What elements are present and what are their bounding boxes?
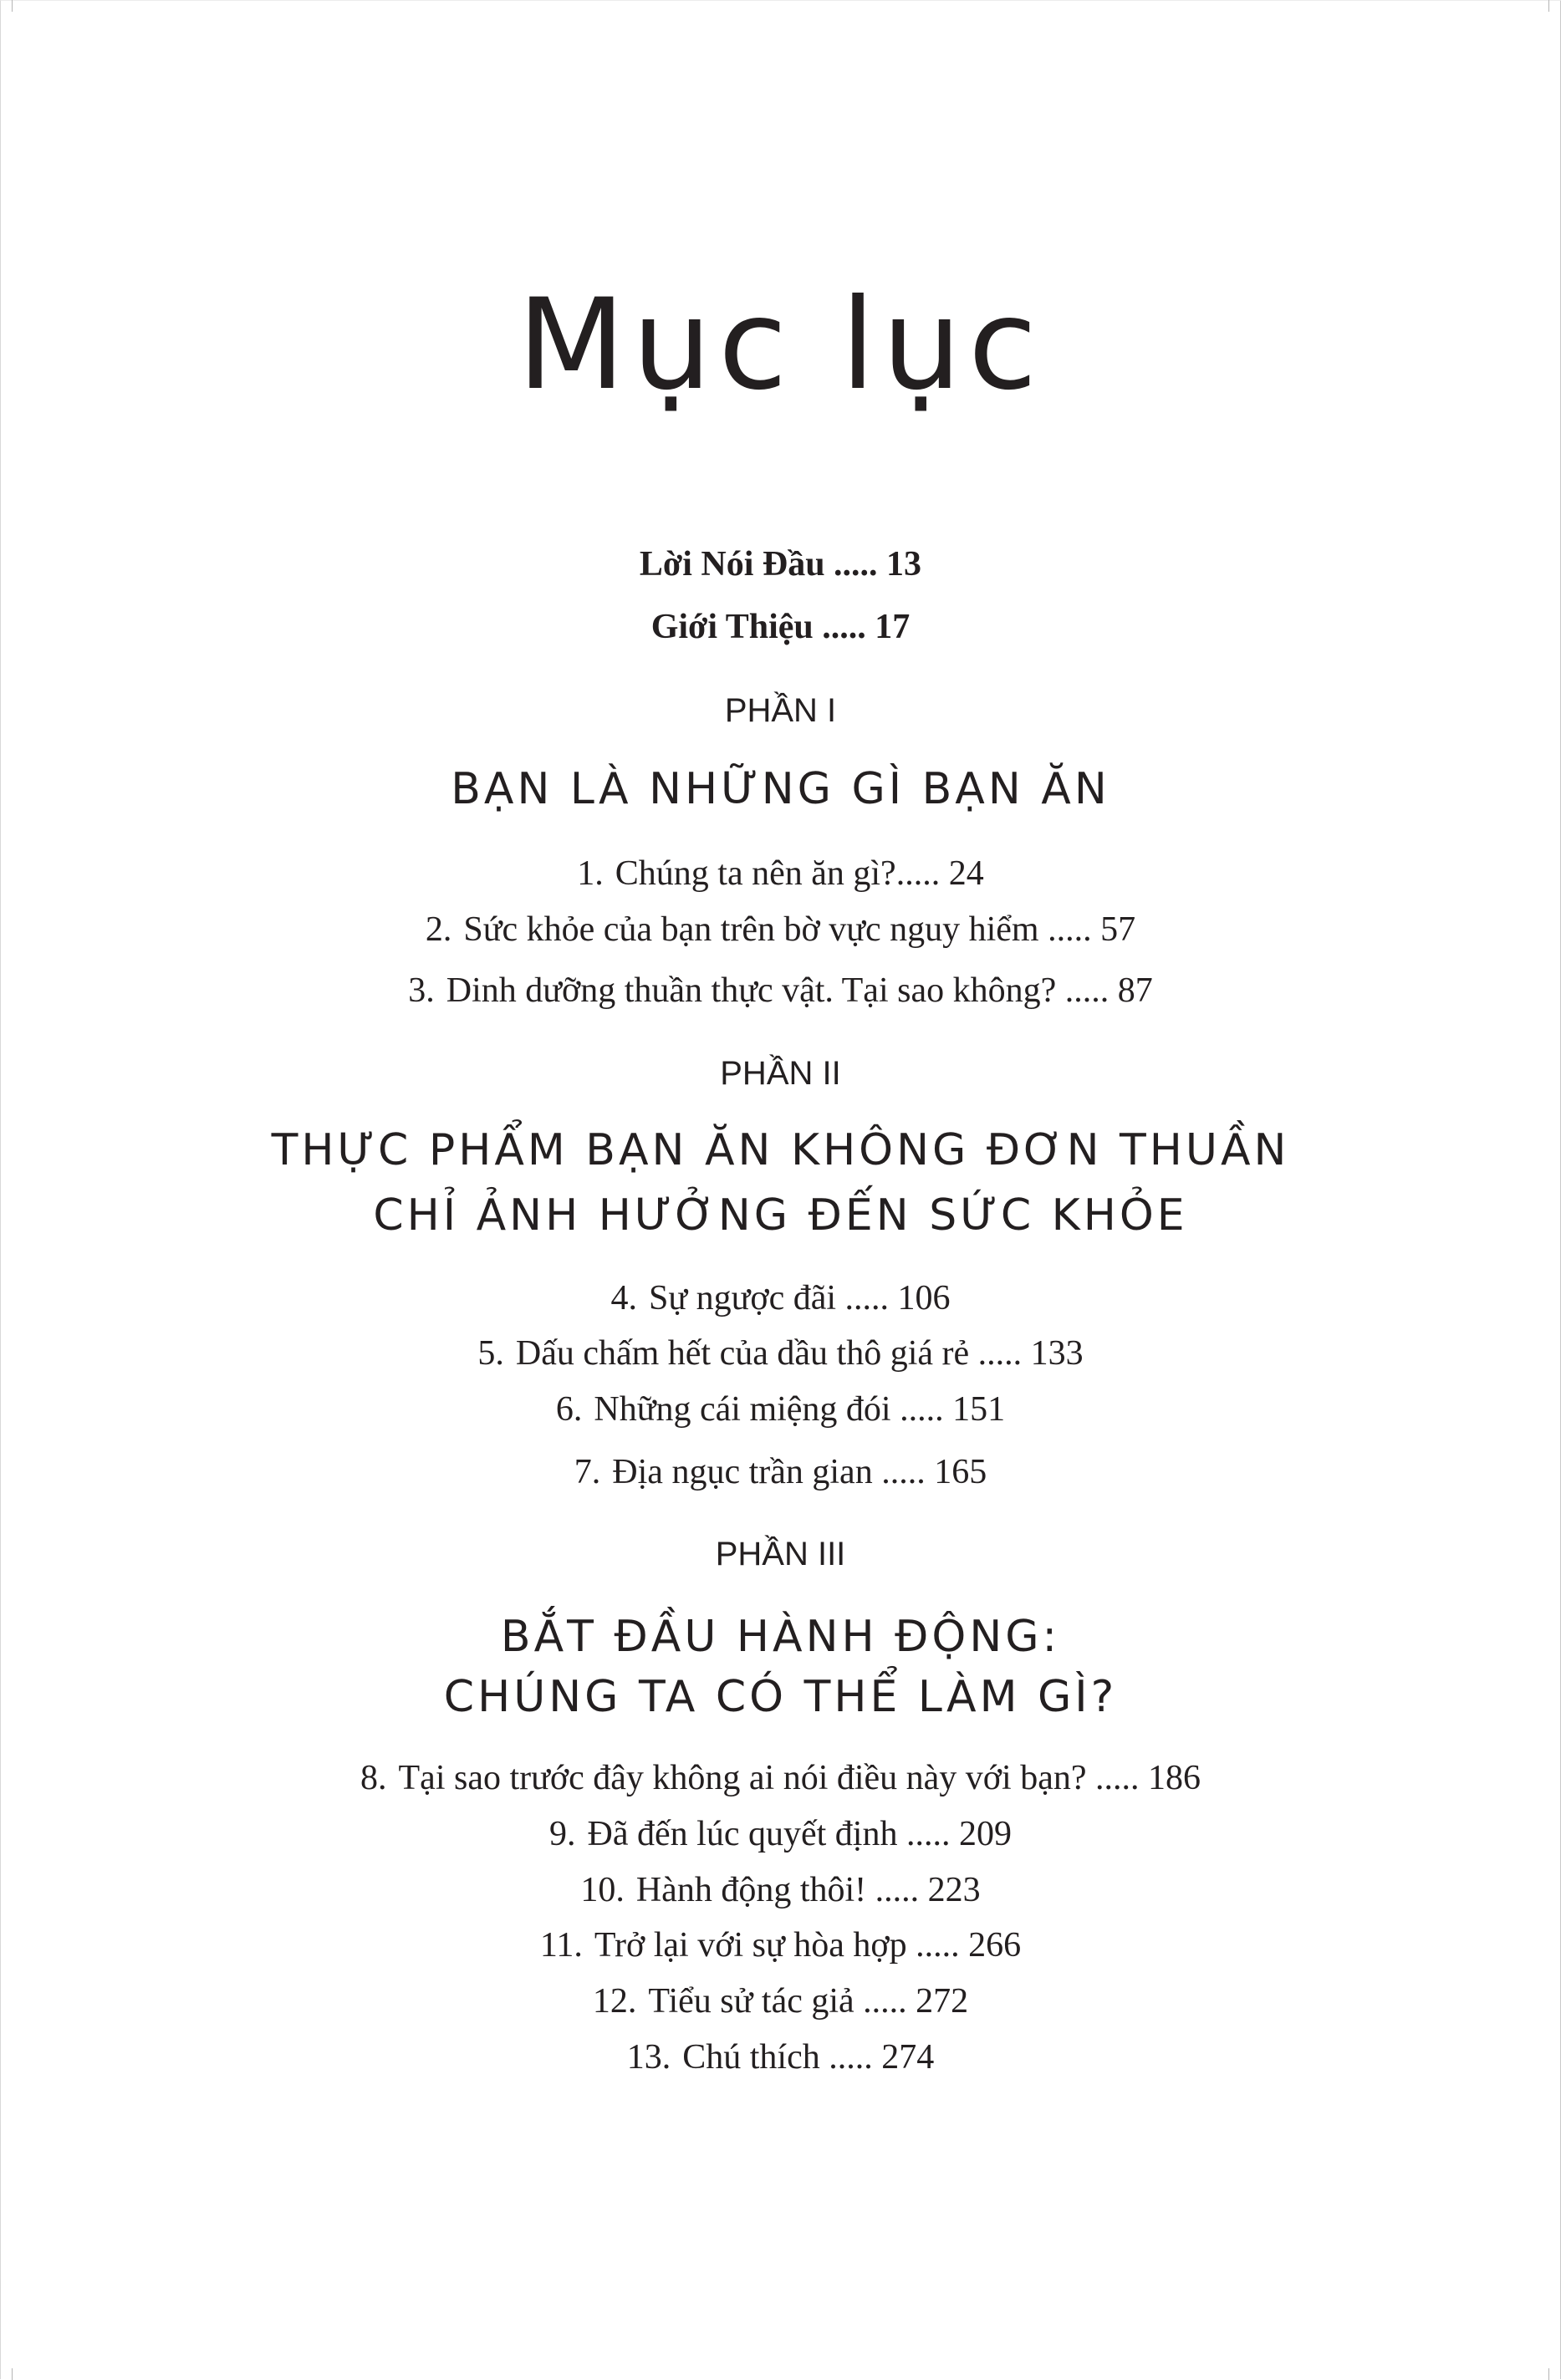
entry-number: 4. (610, 1279, 637, 1317)
crop-mark-top-right (1548, 0, 1561, 12)
part-label: PHẦN II (720, 1055, 841, 1092)
toc-entry[interactable] (0, 1392, 1561, 1427)
toc-entry[interactable] (0, 1984, 1561, 2019)
entry-text: Trở lại với sự hòa hợp ..... 266 (594, 1926, 1022, 1965)
entry-text: Dinh dưỡng thuần thực vật. Tại sao không? ..... 87 (446, 971, 1153, 1010)
entry-number: 10. (580, 1871, 625, 1909)
toc-entry[interactable] (0, 912, 1561, 947)
part-title: CHÚNG TA CÓ THỂ LÀM GÌ? (443, 1672, 1118, 1722)
part-title: BẠN LÀ NHỮNG GÌ BẠN ĂN (451, 764, 1110, 814)
entry-number: 5. (477, 1334, 504, 1373)
toc-front-matter-item[interactable]: Giới Thiệu ..... 17 (650, 608, 911, 646)
entry-number: 6. (555, 1390, 583, 1429)
entry-text: Đã đến lúc quyết định ..... 209 (587, 1815, 1012, 1853)
entry-number: 13. (626, 2038, 671, 2077)
part-title: BẮT ĐẦU HÀNH ĐỘNG: (500, 1612, 1061, 1662)
page-title: Mục lục (517, 273, 1044, 418)
part-title: CHỈ ẢNH HƯỞNG ĐẾN SỨC KHỎE (373, 1190, 1188, 1241)
entry-number: 9. (549, 1815, 576, 1853)
toc-front-matter-item[interactable]: Lời Nói Đầu ..... 13 (639, 545, 922, 584)
entry-text: Tiểu sử tác giả ..... 272 (648, 1982, 969, 2021)
toc-entry[interactable] (0, 1817, 1561, 1852)
part-label: PHẦN III (715, 1536, 846, 1572)
entry-text: Chúng ta nên ăn gì?..... 24 (615, 854, 984, 893)
entry-text: Địa ngục trần gian ..... 165 (612, 1453, 987, 1491)
part-label: PHẦN I (724, 692, 837, 729)
toc-entry[interactable] (0, 856, 1561, 891)
entry-text: Chú thích ..... 274 (682, 2038, 935, 2077)
toc-entry[interactable] (0, 1761, 1561, 1796)
toc-entry[interactable] (0, 1455, 1561, 1490)
toc-entry[interactable] (0, 2040, 1561, 2075)
entry-number: 7. (574, 1453, 601, 1491)
entry-number: 11. (539, 1926, 583, 1965)
entry-number: 3. (408, 971, 435, 1010)
entry-text: Dấu chấm hết của dầu thô giá rẻ ..... 133 (515, 1334, 1084, 1373)
entry-text: Những cái miệng đói ..... 151 (594, 1390, 1006, 1429)
entry-number: 12. (592, 1982, 637, 2021)
entry-text: Sự ngược đãi ..... 106 (648, 1279, 951, 1317)
entry-text: Hành động thôi! ..... 223 (635, 1871, 981, 1909)
entry-number: 2. (425, 910, 452, 949)
toc-entry[interactable] (0, 973, 1561, 1008)
crop-mark-bottom-left (0, 2368, 13, 2380)
toc-entry[interactable] (0, 1873, 1561, 1908)
toc-entry[interactable] (0, 1281, 1561, 1316)
entry-text: Tại sao trước đây không ai nói điều này với bạn? ..... 186 (398, 1759, 1201, 1797)
entry-text: Sức khỏe của bạn trên bờ vực nguy hiểm ..... 57 (463, 910, 1136, 949)
toc-entry[interactable] (0, 1336, 1561, 1371)
entry-number: 8. (360, 1759, 387, 1797)
toc-entry[interactable] (0, 1928, 1561, 1963)
crop-mark-top-left (0, 0, 13, 12)
entry-number: 1. (577, 854, 604, 893)
part-title: THỰC PHẨM BẠN ĂN KHÔNG ĐƠN THUẦN (271, 1125, 1290, 1175)
crop-mark-bottom-right (1548, 2368, 1561, 2380)
